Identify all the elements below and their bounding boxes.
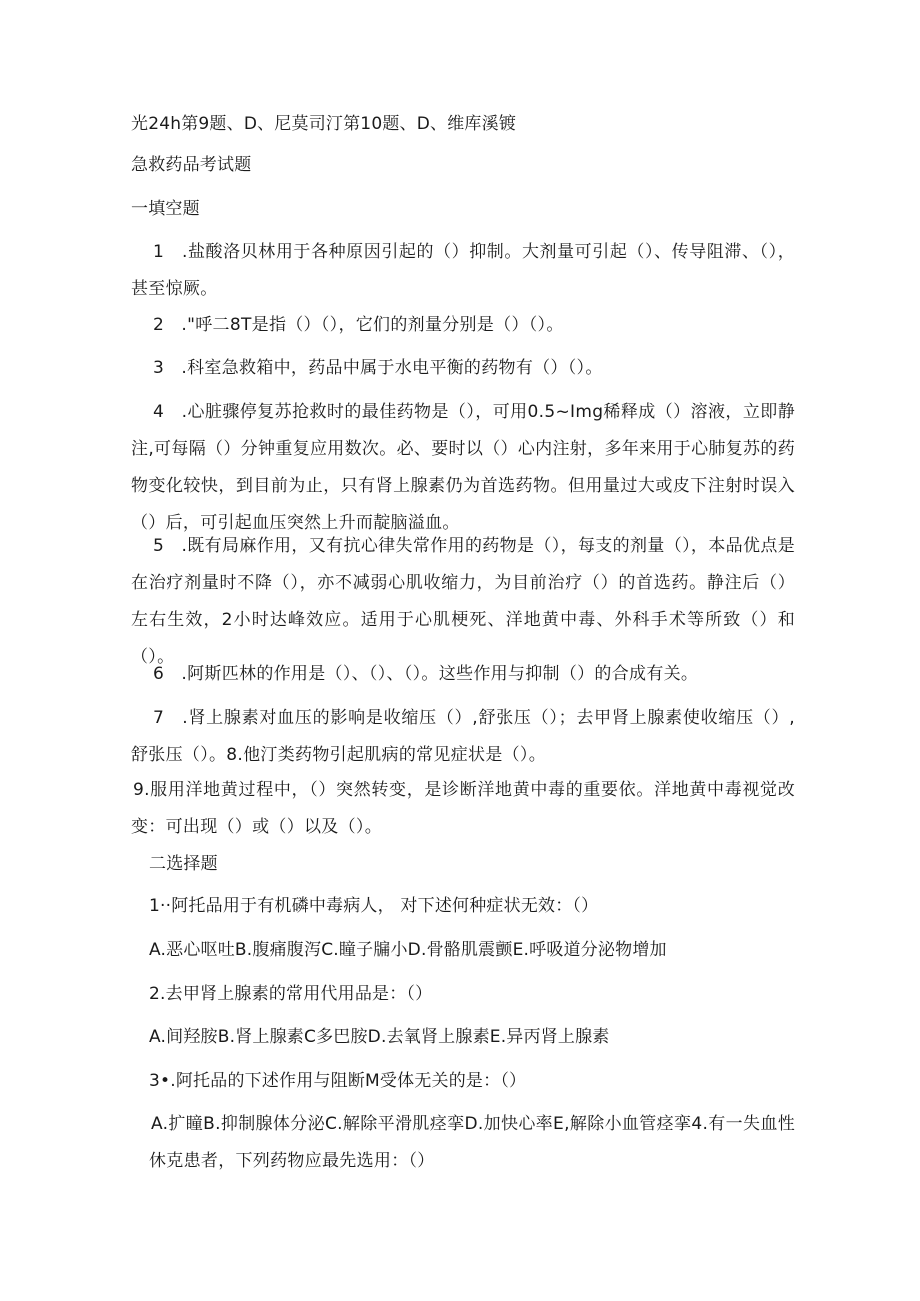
choice-question-2-options: A.间羟胺B.肾上腺素C多巴胺D.去氧肾上腺素E.异丙肾上腺素 (149, 1027, 610, 1047)
fill-question-6: 6 .阿斯匹林的作用是（）、（）、（）。这些作用与抑制（）的合成有关。 (153, 664, 699, 684)
header-line: 光24h第9题、D、尼莫司汀第10题、D、维库溪镀 (131, 114, 517, 134)
fill-question-2: 2 ."呼二8T是指（）（），它们的剂量分别是（）（）。 (153, 315, 564, 335)
choice-question-1-options: A.恶心呕吐B.腹痛腹泻C.瞳子牖小D.骨骼肌震颤E.呼吸道分泌物增加 (149, 940, 667, 960)
fill-question-5: 5 .既有局麻作用，又有抗心律失常作用的药物是（），每支的剂量（），本品优点是在治疗剂量时不降（），亦不减弱心肌收缩力，为目前治疗（）的首选药。静注后（）左右生效，2小时达峰效应。适用于心肌梗死、洋地黄中毒、外科手术等所致（）和（）。 (131, 536, 795, 667)
page-title: 急救药品考试题 (131, 155, 252, 175)
fill-question-3: 3 .科室急救箱中，药品中属于水电平衡的药物有（）（）。 (153, 358, 603, 378)
fill-question-7-8: 7 .肾上腺素对血压的影响是收缩压（）,舒张压（）；去甲肾上腺素使收缩压（）,舒张压（）。8.他汀类药物引起肌病的常见症状是（）。 (131, 708, 795, 765)
fill-question-9: 9.服用洋地黄过程中，（）突然转变，是诊断洋地黄中毒的重要依。洋地黄中毒视觉改变：可出现（）或（）以及（）。 (131, 780, 795, 837)
choice-question-3: 3•.阿托品的下述作用与阻断M受体无关的是：（） (149, 1071, 527, 1091)
section-fill-heading: 一填空题 (131, 199, 200, 219)
fill-question-1: 1 .盐酸洛贝林用于各种原因引起的（）抑制。大剂量可引起（）、传导阻滞、（），甚至惊厥。 (131, 242, 795, 299)
section-choice-heading: 二选择题 (149, 854, 218, 874)
choice-question-1: 1··阿托品用于有机磷中毒病人， 对下述何种症状无效：（） (149, 896, 599, 916)
choice-question-2: 2.去甲肾上腺素的常用代用品是：（） (149, 984, 433, 1004)
fill-question-4: 4 .心脏骤停复苏抢救时的最佳药物是（），可用0.5~Img稀释成（）溶液，立即静注,可每隔（）分钟重复应用数次。必、要时以（）心内注射，多年来用于心肺复苏的药物变化较快，到目前为止，只有肾上腺素仍为首选药物。但用量过大或皮下注射时误入（）后，可引起血压突然上升而靛脑溢血。 (131, 402, 795, 533)
choice-question-3-options: A.扩瞳B.抑制腺体分泌C.解除平滑肌痉挛D.加快心率E,解除小血管痉挛4.有一失血性休克患者，下列药物应最先选用：（） (149, 1114, 795, 1171)
